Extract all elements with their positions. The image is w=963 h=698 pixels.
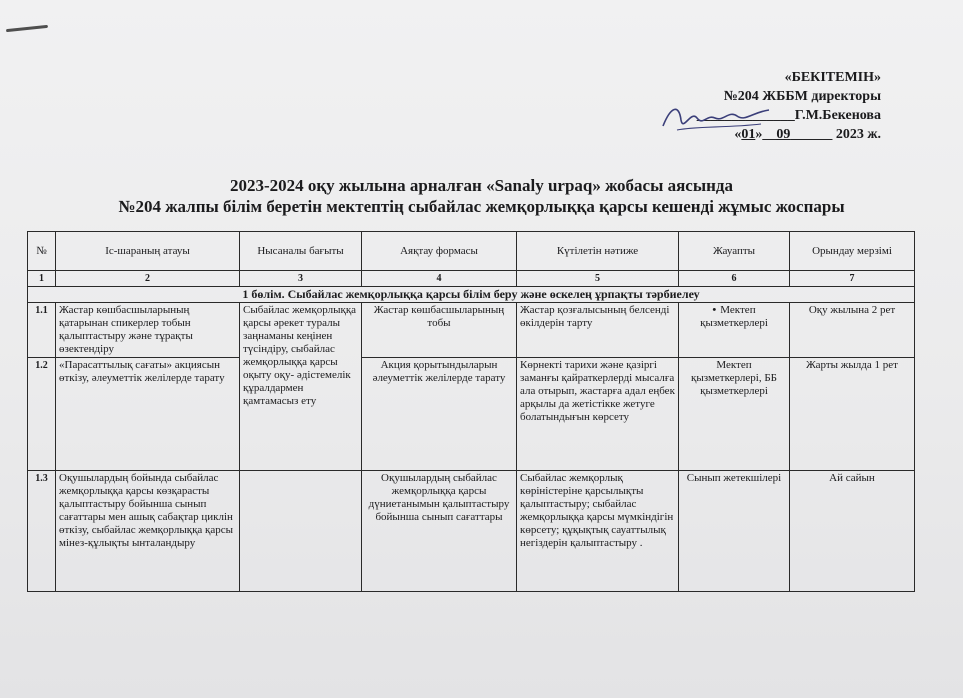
column-number: 3 [240,271,362,287]
title-line-2: №204 жалпы білім беретін мектептің сыбайлас жемқорлыққа қарсы кешенді жұмыс жоспары [118,197,845,216]
responsible: • Мектеп қызметкерлері [679,303,790,358]
column-number: 7 [790,271,915,287]
deadline: Ай сайын [790,471,915,592]
column-number: 5 [517,271,679,287]
approval-heading: «БЕКІТЕМІН» [784,70,881,85]
signature [657,96,777,140]
completion-form: Акция қорытындыларын әлеуметтік желілерде тарату [362,358,517,471]
row-number: 1.2 [28,358,56,471]
deadline: Оқу жылына 2 рет [790,303,915,358]
completion-form: Жастар көшбасшыларының тобы [362,303,517,358]
expected-result: Сыбайлас жемқорлық көріністеріне қарсылықты қалыптастыру; сыбайлас жемқорлыққа қарсы мүмкіндігін көрсету; құқықтық сауаттылық негіздерін қалыптастыру . [517,471,679,592]
pen-mark [6,25,48,32]
header-cell: Күтілетін нәтиже [517,232,679,271]
header-cell: № [28,232,56,271]
header-cell: Аяқтау формасы [362,232,517,271]
expected-result: Көрнекті тарихи және қазіргі заманғы қайраткерлерді мысалға ала отырып, жастарға адал еңбек арқылы да жетістікке жетуге болатындығын көрсету [517,358,679,471]
header-cell: Орындау мерзімі [790,232,915,271]
approval-year: 2023 ж. [835,127,881,142]
section-heading: 1 бөлім. Сыбайлас жемқорлыққа қарсы білім беру және өскелең ұрпақты тәрбиелеу [28,287,915,303]
document-title [0,175,963,217]
approval-position: №204 ЖББМ директоры [723,89,881,104]
event-name: Жастар көшбасшыларының қатарынан спикерлер тобын қалыптастыру және тұрақты өзектендіру [56,303,240,358]
header-cell: Жауапты [679,232,790,271]
title-line-1: 2023-2024 оқу жылына арналған «Sanaly urpaq» жобасы аясында [229,176,734,195]
column-number-row [28,271,915,287]
deadline: Жарты жылда 1 рет [790,358,915,471]
responsible: Сынып жетекшілері [679,471,790,592]
column-number: 4 [362,271,517,287]
row-number: 1.3 [28,471,56,592]
event-name: «Парасаттылық сағаты» акциясын өткізу, әлеуметтік желілерде тарату [56,358,240,471]
event-name: Оқушылардың бойында сыбайлас жемқорлыққа қарсы көзқарасты қалыптастыру бойынша сынып сағаттары мен ашық сабақтар циклін өткізу, сыбайлас жемқорлыққа қарсы мінез-құлықты ынталандыру [56,471,240,592]
column-number: 1 [28,271,56,287]
approval-signatory: ______________Г.М.Бекенова [696,108,881,123]
approval-month: 09 [776,127,791,142]
table-row [28,358,915,471]
table-row [28,471,915,592]
row-number: 1.1 [28,303,56,358]
column-number: 2 [56,271,240,287]
responsible: Мектеп қызметкерлері, ББ қызметкерлері [679,358,790,471]
header-cell: Нысаналы бағыты [240,232,362,271]
header-row [28,232,915,271]
plan-table [27,231,915,592]
bullet-icon: • [712,304,717,316]
approval-day: 01 [741,127,756,142]
target-direction: Сыбайлас жемқорлыққа қарсы әрекет туралы заңнаманы кеңінен түсіндіру, сыбайлас жемқорлыққа қарсы оқыту оқу- әдістемелік құралдармен қамтамасыз ету [240,303,362,471]
expected-result: Жастар қозғалысының белсенді өкілдерін тарту [517,303,679,358]
approval-name: Г.М.Бекенова [794,108,881,123]
column-number: 6 [679,271,790,287]
table-row [28,303,915,358]
target-direction-empty [240,471,362,592]
completion-form: Оқушылардың сыбайлас жемқорлыққа қарсы дүниетанымын қалыптастыру бойынша сынып сағаттары [362,471,517,592]
header-cell: Іс-шараның атауы [56,232,240,271]
approval-date: «01»__09______ 2023 ж. [734,127,881,142]
section-row [28,287,915,303]
